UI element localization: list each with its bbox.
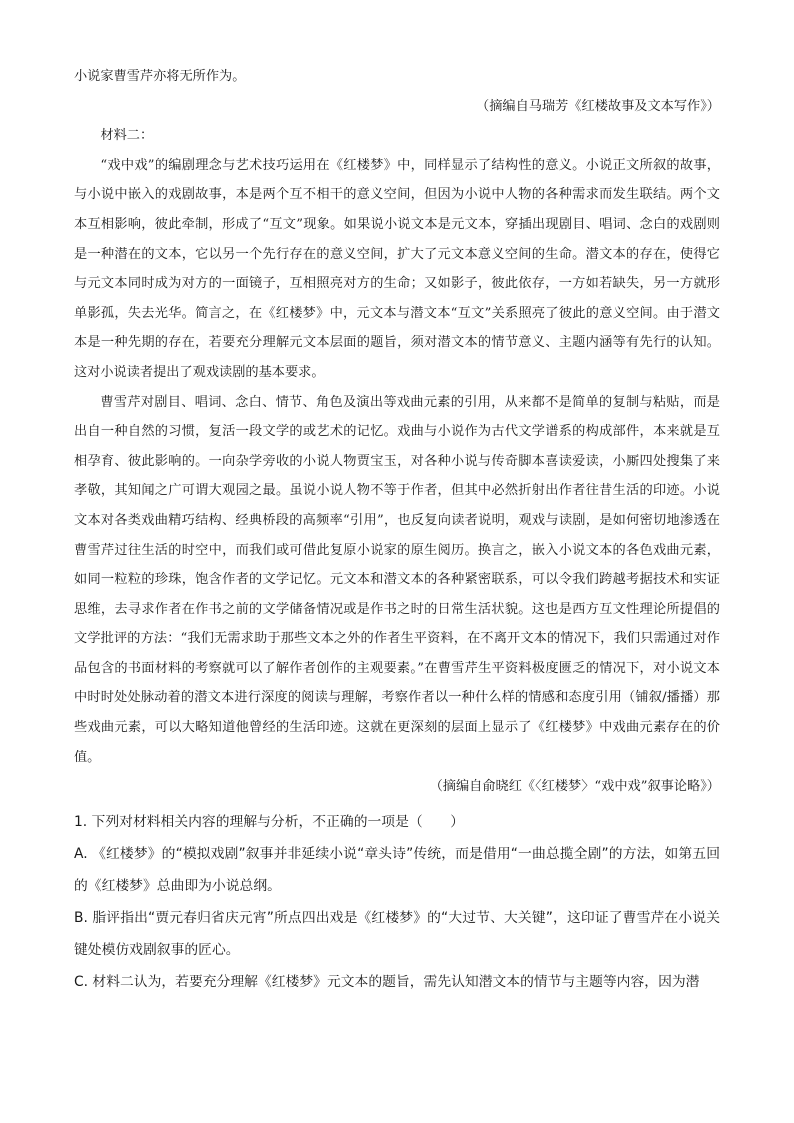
- material-two-paragraph-1: “戏中戏”的编剧理念与艺术技巧运用在《红楼梦》中，同样显示了结构性的意义。小说正文所叙的故事，与小说中嵌入的戏剧故事，本是两个互不相干的意义空间，但因为小说中人物的各种需求而发生联结。两个文本互相影响，彼此牵制，形成了“互文”现象。如果说小说文本是元文本，穿插出现剧目、唱词、念白的戏剧则是一种潜在的文本，它以另一个先行存在的意义空间，扩大了元文本意义空间的生命。潜文本的存在，使得它与元文本同时成为对方的一面镜子，互相照亮对方的生命；又如影子，彼此依存，一方如若缺失，另一方就形单影孤，失去光华。简言之，在《红楼梦》中，元文本与潜文本“互文”关系照亮了彼此的意义空间。由于潜文本是一种先期的存在，若要充分理解元文本层面的题旨，须对潜文本的情节意义、主题内涵等有先行的认知。这对小说读者提出了观戏读剧的基本要求。: [74, 157, 720, 380]
- option-b: B. 脂评指出“贾元春归省庆元宵”所点四出戏是《红楼梦》的“大过节、大关键”，这印证了曹雪芹在小说关键处模仿戏剧叙事的匠心。: [74, 909, 720, 958]
- option-c: C. 材料二认为，若要充分理解《红楼梦》元文本的题旨，需先认知潜文本的情节与主题等内容，因为潜: [74, 973, 700, 990]
- option-a: A. 《红楼梦》的“模拟戏剧”叙事并非延续小说“章头诗”传统，而是借用“一曲总揽全剧”的方法，如第五回的《红楼梦》总曲即为小说总纲。: [74, 845, 720, 894]
- source-citation-2: （摘编自俞晓红《〈红楼梦〉“戏中戏”叙事论略》）: [429, 779, 720, 795]
- document-page: [74, 62, 720, 998]
- material-two-paragraph-2: 曹雪芹对剧目、唱词、念白、情节、角色及演出等戏曲元素的引用，从来都不是简单的复制与粘贴，而是出自一种自然的习惯，复活一段文学的或艺术的记忆。戏曲与小说作为古代文学谱系的构成部件，本来就是互相孕育、彼此影响的。一向杂学旁收的小说人物贾宝玉，对各种小说与传奇脚本喜读爱读，小厮四处搜集了来孝敬，其知闻之广可谓大观园之最。虽说小说人物不等于作者，但其中必然折射出作者往昔生活的印迹。小说文本对各类戏曲精巧结构、经典桥段的高频率“引用”，也反复向读者说明，观戏与读剧，是如何密切地渗透在曹雪芹过往生活的时空中，而我们或可借此复原小说家的原生阅历。换言之，嵌入小说文本的各色戏曲元素，如同一粒粒的珍珠，饱含作者的文学记忆。元文本和潜文本的各种紧密联系，可以令我们跨越考据技术和实证思维，去寻求作者在作书之前的文学储备情况或是作书之时的日常生活状貌。这也是西方互文性理论所提倡的文学批评的方法：“我们无需求助于那些文本之外的作者生平资料，在不离开文本的情况下，我们只需通过对作品包含的书面材料的考察就可以了解作者创作的主观要素。”在曹雪芹生平资料极度匮乏的情况下，对小说文本中时时处处脉动着的潜文本进行深度的阅读与理解，考察作者以一种什么样的情感和态度引用（铺叙/播播）那些戏曲元素，可以大略知道他曾经的生活印迹。这就在更深刻的层面上显示了《红楼梦》中戏曲元素存在的价值。: [74, 394, 720, 765]
- question-1: [74, 806, 720, 998]
- source-citation-1: （摘编自马瑞芳《红楼故事及文本写作》）: [476, 98, 720, 114]
- reading-material: [74, 62, 720, 802]
- question-stem: 1. 下列对材料相关内容的理解与分析，不正确的一项是（ ）: [74, 813, 465, 830]
- material-two-heading: 材料二：: [100, 128, 154, 144]
- continued-line: 小说家曹雪芹亦将无所作为。: [74, 69, 246, 84]
